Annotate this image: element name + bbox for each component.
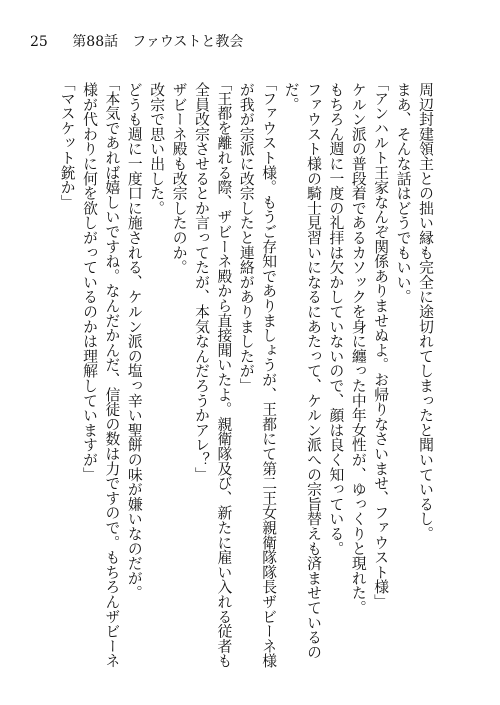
text-line: もちろん週に一度の礼拝は欠かしていないので、顔は良く知っている。: [327, 82, 345, 556]
text-line: ザビーネ殿も改宗したのか。: [170, 82, 188, 275]
text-line: だ。: [282, 82, 300, 112]
text-line: 「アンハルト王家なんぞ関係ありませぬよ。お帰りなさいませ、ファウスト様」: [372, 76, 390, 609]
text-line: が我が宗派に改宗したと連絡がありましたが」: [237, 82, 255, 393]
text-line: 全員改宗させるとか言ってたが、本気なんだろうかアレ？」: [193, 82, 210, 482]
text-line: どうも週に一度口に施される、ケルン派の塩っ辛い聖餅の味が嫌いなのだが。: [125, 82, 143, 600]
text-line: まあ、そんな話はどうでもいい。: [394, 82, 412, 304]
chapter-title: 第88話 ファウストと教会: [72, 34, 244, 50]
text-line: 「本気であれば嬉しいですね。なんだかんだ、信徒の数は力ですので。もちろんザビーネ: [103, 76, 121, 668]
text-line: 「王都を離れる際、ザビーネ殿から直接聞いたよ。親衛隊及び、新たに雇い入れる従者も: [215, 76, 233, 668]
text-line: 「マスケット銃か」: [58, 76, 76, 210]
text-line: 様が代わりに何を欲しがっているのかは理解していますが」: [81, 82, 98, 482]
page-number: 25: [30, 34, 48, 50]
text-line: ファウスト様の騎士見習いになるにあたって、ケルン派への宗旨替えも済ませているの: [305, 82, 322, 660]
text-line: 改宗で思い出した。: [148, 82, 166, 216]
text-line: 「ファウスト様。もうご存知でありましょうが、王都にて第二王女親衛隊隊長ザビーネ様: [260, 76, 278, 668]
text-line: ケルン派の普段着であるカソックを身に纏った中年女性が、ゆっくりと現れた。: [349, 82, 367, 615]
text-line: 周辺封建領主との拙い縁も完全に途切れてしまったと聞いているし。: [417, 82, 434, 541]
